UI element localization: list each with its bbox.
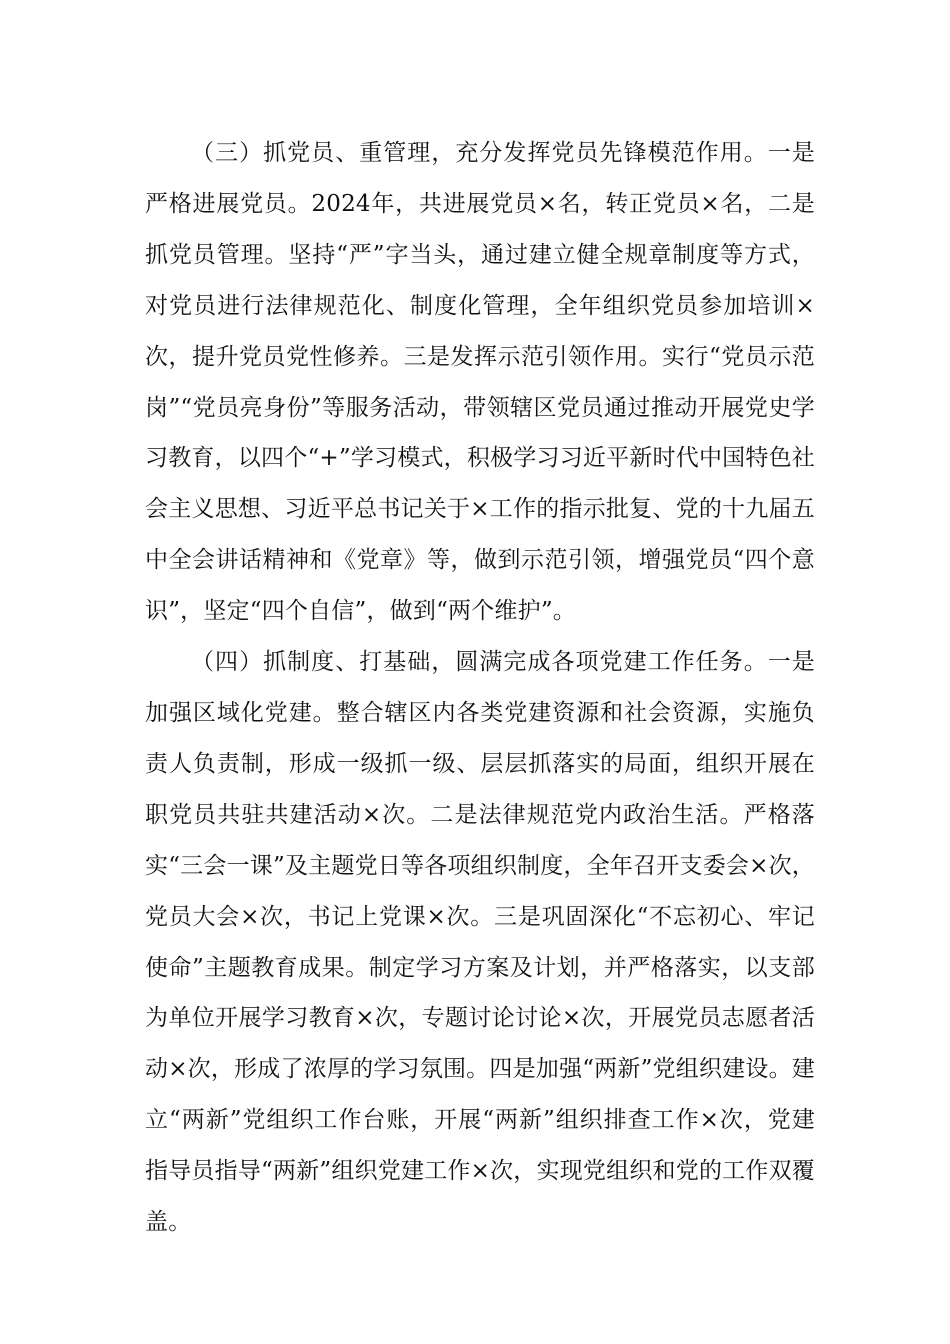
document-body	[145, 128, 815, 1248]
paragraph-section-four: （四）抓制度、打基础，圆满完成各项党建工作任务。一是加强区域化党建。整合辖区内各类党建资源和社会资源，实施负责人负责制，形成一级抓一级、层层抓落实的局面，组织开展在职党员共驻共建活动×次。二是法律规范党内政治生活。严格落实“三会一课”及主题党日等各项组织制度，全年召开支委会×次，党员大会×次，书记上党课×次。三是巩固深化“不忘初心、牢记使命”主题教育成果。制定学习方案及计划，并严格落实，以支部为单位开展学习教育×次，专题讨论讨论×次，开展党员志愿者活动×次，形成了浓厚的学习氛围。四是加强“两新”党组织建设。建立“两新”党组织工作台账，开展“两新”组织排查工作×次，党建指导员指导“两新”组织党建工作×次，实现党组织和党的工作双覆盖。	[145, 649, 815, 1236]
paragraph-section-three: （三）抓党员、重管理，充分发挥党员先锋模范作用。一是严格进展党员。2024年，共进展党员×名，转正党员×名，二是抓党员管理。坚持“严”字当头，通过建立健全规章制度等方式，对党员进行法律规范化、制度化管理，全年组织党员参加培训×次，提升党员党性修养。三是发挥示范引领作用。实行“党员示范岗”“党员亮身份”等服务活动，带领辖区党员通过推动开展党史学习教育，以四个“+”学习模式，积极学习习近平新时代中国特色社会主义思想、习近平总书记关于×工作的指示批复、党的十九届五中全会讲话精神和《党章》等，做到示范引领，增强党员“四个意识”，坚定“四个自信”，做到“两个维护”。	[145, 140, 815, 625]
